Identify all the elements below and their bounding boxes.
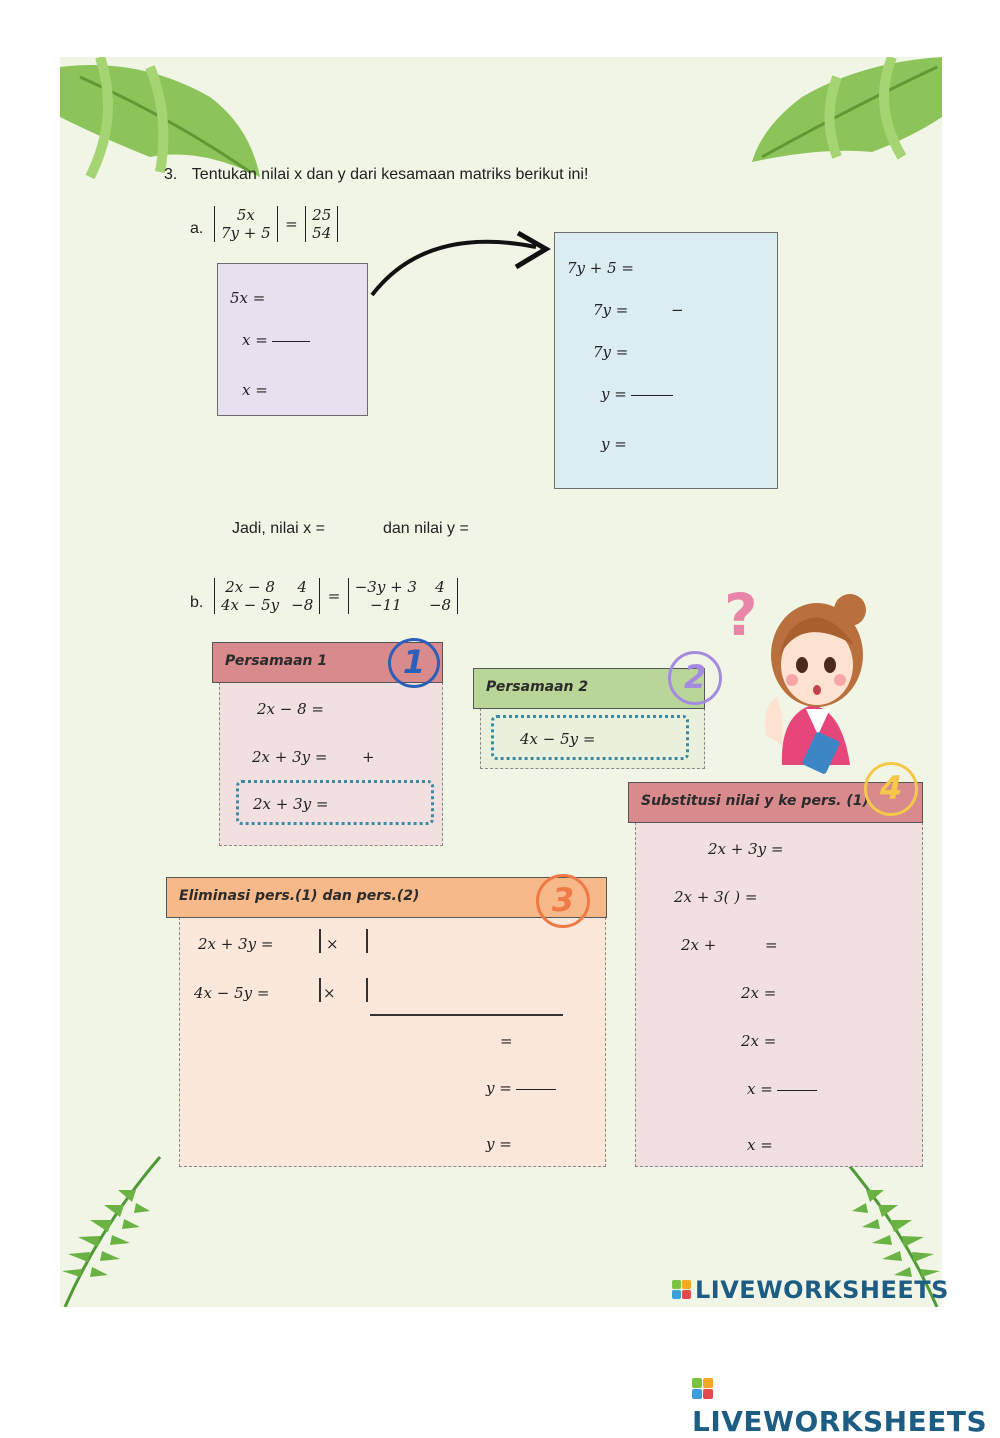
question-number: 3. [164, 166, 178, 183]
eq-line: 2x + 3y = [253, 795, 329, 813]
watermark-logo [672, 1276, 949, 1304]
part-b-equation [214, 578, 458, 614]
persamaan-2-result-box [491, 715, 689, 760]
eq-line: x = [242, 381, 268, 399]
eq-line: 2x = [741, 984, 777, 1002]
fern-bottom-left-icon [60, 1147, 170, 1307]
equals-sign: = [765, 936, 778, 954]
eq-line: 7y = [593, 301, 629, 319]
footer-brand[interactable] [692, 1372, 1000, 1438]
equals-sign: = [285, 214, 298, 233]
eq-line: 2x + 3y = [252, 748, 328, 766]
badge-1-icon: 1 [388, 638, 440, 688]
question-heading [164, 166, 588, 184]
eq-line: 7y = [593, 343, 629, 361]
matrix-cell: 5x [236, 206, 255, 224]
watermark-text: LIVEWORKSHEETS [695, 1276, 949, 1304]
arrow-icon [366, 225, 556, 300]
matrix-cell: 25 [312, 206, 332, 224]
matrix-cell: −8 [428, 596, 452, 614]
conclusion-x: Jadi, nilai x = [232, 520, 325, 537]
bracket-line [366, 929, 368, 953]
blue-work-box [554, 232, 778, 489]
minus-sign: − [671, 301, 684, 319]
eq-line: 2x + 3y = [198, 935, 274, 953]
liveworksheets-logo-icon [692, 1378, 714, 1400]
part-a-equation [214, 206, 338, 242]
eq-line: 2x + [681, 936, 717, 954]
question-text: Tentukan nilai x dan y dari kesamaan matriks berikut ini! [191, 166, 589, 183]
substitusi-body [635, 822, 923, 1167]
leaf-top-right-icon [742, 57, 942, 167]
part-a-matrix-right [305, 206, 338, 242]
times-sign: × [323, 984, 336, 1002]
conclusion-y: dan nilai y = [383, 520, 469, 537]
fraction-bar [777, 1090, 817, 1091]
eq-line: 2x − 8 = [257, 700, 324, 718]
fraction-bar [272, 341, 310, 342]
eq-line: 2x + 3( ) = [674, 888, 758, 906]
eq-line: 2x + 3y = [708, 840, 784, 858]
persamaan-2-title: Persamaan 2 [486, 679, 589, 695]
purple-work-box [217, 263, 368, 416]
persamaan-1-body [219, 682, 443, 846]
eq-line: y = [601, 385, 673, 403]
matrix-cell: −3y + 3 [354, 578, 417, 596]
fraction-bar [516, 1089, 556, 1090]
eliminasi-title: Eliminasi pers.(1) dan pers.(2) [179, 888, 420, 904]
eq-line: 2x = [741, 1032, 777, 1050]
matrix-cell: 7y + 5 [221, 224, 271, 242]
eq-line: y = [601, 435, 627, 453]
eq-line: 4x − 5y = [520, 730, 596, 748]
eq-line: x = [747, 1136, 773, 1154]
plus-sign: + [362, 748, 375, 766]
eq-line: x = [747, 1080, 817, 1098]
matrix-cell: 4 [297, 578, 307, 596]
footer-brand-text: LIVEWORKSHEETS [692, 1405, 988, 1438]
persamaan-1-result-box [236, 780, 434, 825]
matrix-cell: −8 [291, 596, 314, 614]
part-b-matrix-right [348, 578, 458, 614]
thinking-girl-illustration [722, 585, 882, 785]
subtraction-line [370, 1014, 563, 1016]
equals-sign: = [500, 1032, 513, 1050]
matrix-cell: −11 [370, 596, 402, 614]
eq-line: y = [486, 1079, 556, 1097]
liveworksheets-logo-icon [672, 1280, 692, 1300]
bracket-line [366, 978, 368, 1002]
bracket-line [319, 929, 321, 953]
matrix-cell: 2x − 8 [225, 578, 275, 596]
badge-3-icon: 3 [536, 874, 590, 928]
svg-text:?: ? [724, 585, 758, 649]
matrix-cell: 4 [435, 578, 445, 596]
badge-4-icon: 4 [864, 762, 918, 816]
matrix-cell: 54 [312, 224, 332, 242]
part-a-matrix-left [214, 206, 278, 242]
eq-line: y = [486, 1135, 512, 1153]
part-b-label: b. [190, 594, 204, 611]
matrix-cell: 4x − 5y [221, 596, 280, 614]
eq-line: 7y + 5 = [567, 259, 635, 277]
times-sign: × [326, 935, 339, 953]
fraction-bar [631, 395, 673, 396]
substitusi-title: Substitusi nilai y ke pers. (1) [641, 793, 869, 809]
eq-line: x = [242, 331, 310, 349]
badge-2-icon: 2 [668, 651, 722, 705]
persamaan-2-body [480, 708, 705, 769]
eq-line: 5x = [230, 289, 266, 307]
part-a-label: a. [190, 220, 204, 237]
bracket-line [319, 978, 321, 1002]
equals-sign: = [327, 586, 341, 605]
part-b-matrix-left [214, 578, 320, 614]
persamaan-1-title: Persamaan 1 [225, 653, 328, 669]
eliminasi-body [179, 917, 606, 1167]
eq-line: 4x − 5y = [194, 984, 270, 1002]
